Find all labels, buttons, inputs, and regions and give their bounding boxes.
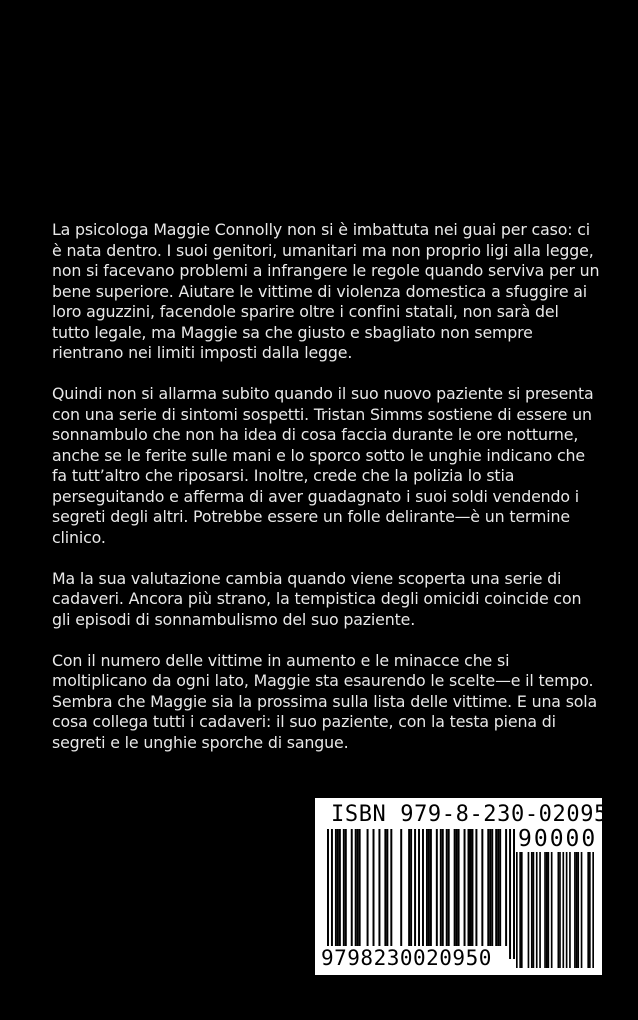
- barcode-bar: [521, 852, 523, 968]
- barcode-bar: [569, 852, 571, 968]
- barcode-bar: [533, 852, 535, 968]
- barcode-bar: [516, 852, 518, 968]
- barcode-bar: [499, 829, 501, 946]
- barcode-bar: [475, 829, 477, 946]
- barcode-bar: [458, 829, 460, 946]
- barcode-bar: [562, 852, 564, 968]
- barcode-bar: [345, 829, 347, 946]
- price-addon-barcode-bars: [516, 852, 594, 968]
- ean13-digits: 9798230020950: [321, 946, 492, 970]
- barcode-bar: [536, 852, 538, 968]
- barcode-bar: [539, 852, 541, 968]
- price-addon-digits: 90000: [518, 826, 598, 852]
- barcode-bar: [505, 829, 507, 946]
- barcode-bar: [519, 852, 521, 968]
- barcode-bar: [557, 852, 559, 968]
- barcode-bar: [359, 829, 361, 946]
- barcode-bar: [456, 829, 458, 946]
- barcode-bar: [464, 829, 466, 946]
- barcode-bar: [390, 829, 392, 946]
- barcode-bar: [469, 829, 471, 946]
- barcode-bar: [544, 852, 546, 968]
- barcode-bar: [339, 829, 341, 946]
- blurb-paragraph-4: Con il numero delle vittime in aumento e le minacce che si moltiplicano da ogni lato, Maggie sta esaurendo le scelte—e il tempo. Sembra che Maggie sia la prossima sulla lista delle vittime. E una sola cosa collega tutti i cadaveri: il suo paziente, con la testa piena di segreti e le unghie sporche di sangue.: [52, 650, 598, 752]
- barcode-bar: [337, 829, 339, 946]
- barcode-bar: [513, 829, 515, 959]
- barcode-bar: [481, 829, 483, 946]
- blurb-paragraph-1: La psicologa Maggie Connolly non si è imbattuta nei guai per caso: ci è nata dentro. I suoi genitori, umanitari ma non proprio ligi alla legge, non si facevano problemi a infrangere le regole quando serviva per un bene superiore. Aiutare le vittime di violenza domestica a sfuggire ai loro aguzzini, facendole sparire oltre i confini statali, non sarà del tutto legale, ma Maggie sa che giusto e sbagliato non sempre rientrano nei limiti imposti dalla legge.: [52, 220, 600, 362]
- barcode-bar: [408, 829, 410, 946]
- ean13-barcode-bars: [327, 829, 515, 959]
- blurb-paragraph-3: Ma la sua valutazione cambia quando viene scoperta una serie di cadaveri. Ancora più strano, la tempistica degli omicidi coincide con gli episodi di sonnambulismo del suo paziente.: [52, 568, 582, 629]
- barcode-bar: [327, 829, 329, 959]
- barcode-bar: [343, 829, 345, 946]
- barcode-bar: [577, 852, 579, 968]
- barcode-bar: [410, 829, 412, 946]
- barcode-bar: [335, 829, 337, 946]
- barcode-bar: [581, 852, 583, 968]
- barcode-bar: [422, 829, 424, 959]
- back-cover-blurb: [52, 220, 600, 774]
- barcode-bar: [428, 829, 430, 946]
- barcode-bar: [528, 852, 530, 968]
- barcode-bar: [574, 852, 576, 968]
- barcode-bar: [331, 829, 333, 959]
- barcode-bar: [531, 852, 533, 968]
- barcode-bar: [367, 829, 369, 946]
- barcode-bar: [357, 829, 359, 946]
- barcode-bar: [446, 829, 448, 946]
- barcode-bar: [589, 852, 591, 968]
- barcode-bar: [351, 829, 353, 946]
- barcode-bar: [468, 829, 470, 946]
- isbn-label: ISBN 979-8-230-02095-0: [331, 802, 636, 827]
- barcode-bar: [426, 829, 428, 946]
- barcode-bar: [400, 829, 402, 946]
- barcode-bar: [566, 852, 568, 968]
- barcode-bar: [373, 829, 375, 946]
- barcode-bar: [576, 852, 578, 968]
- barcode-bar: [587, 852, 589, 968]
- barcode-bar: [509, 829, 511, 959]
- barcode-bar: [430, 829, 432, 946]
- barcode-bar: [378, 829, 380, 946]
- barcode-bar: [386, 829, 388, 946]
- barcode-bar: [559, 852, 561, 968]
- barcode-bar: [414, 829, 416, 946]
- barcode-bar: [592, 852, 594, 968]
- barcode-bar: [442, 829, 444, 946]
- barcode-bar: [495, 829, 497, 946]
- barcode-bar: [418, 829, 420, 959]
- barcode-bar: [440, 829, 442, 946]
- barcode-bar: [489, 829, 491, 946]
- barcode-bar: [548, 852, 550, 968]
- barcode-bar: [497, 829, 499, 946]
- isbn-barcode-block: [315, 798, 636, 975]
- blurb-paragraph-2: Quindi non si allarma subito quando il suo nuovo paziente si presenta con una serie di sintomi sospetti. Tristan Simms sostiene di essere un sonnambulo che non ha idea di cosa faccia durante le ore notturne, anche se le ferite sulle mani e lo sporco sotto le unghie indicano che fa tutt’altro che riposarsi. Inoltre, crede che la polizia lo stia perseguitando e afferma di aver guadagnato i suoi soldi vendendo i segreti degli altri. Potrebbe essere un folle delirante—è un termine clinico.: [52, 384, 594, 547]
- barcode-bar: [546, 852, 548, 968]
- barcode-bar: [436, 829, 438, 946]
- barcode-bar: [471, 829, 473, 946]
- barcode-bar: [491, 829, 493, 946]
- barcode-bar: [355, 829, 357, 946]
- barcode-bar: [448, 829, 450, 946]
- barcode-bar: [487, 829, 489, 946]
- barcode-bar: [551, 852, 553, 968]
- barcode-bar: [384, 829, 386, 946]
- barcode-bar: [454, 829, 456, 946]
